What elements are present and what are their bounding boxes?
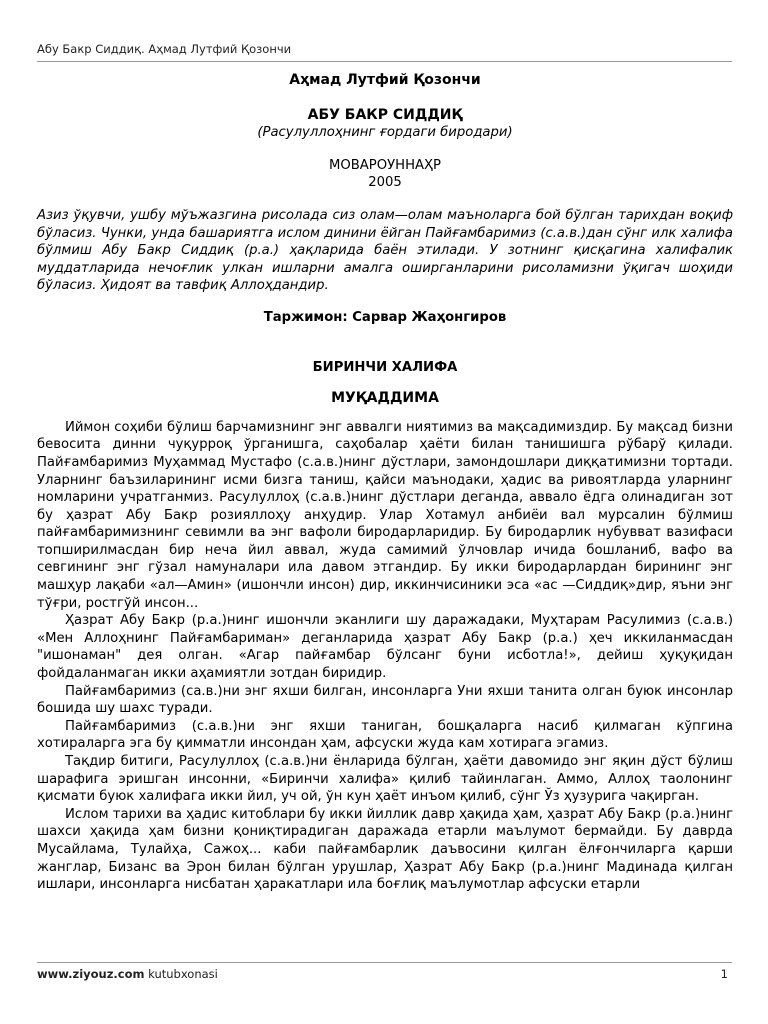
page-number: 1 — [720, 967, 728, 981]
book-title: АБУ БАКР СИДДИҚ — [307, 106, 463, 123]
translator: Таржимон: Сарвар Жаҳонгиров — [263, 309, 507, 325]
footer-label: kutubxonasi — [148, 967, 218, 981]
publication-year: 2005 — [368, 175, 402, 191]
running-title: Абу Бакр Сиддиқ. Аҳмад Лутфий Қозончи — [37, 42, 292, 56]
running-header — [37, 42, 732, 62]
paragraph: Ҳазрат Абу Бакр (р.а.)нинг ишончли эканлиги шу даражадаки, Муҳтарам Расулимиз (с.а.в.) «Мен Аллоҳнинг Пайғамбариман» деганларида ҳазрат Абу Бакр (р.а.) ҳеч иккиланмасдан "ишонаман" дея олган. «Агар пайғамбар бўлсанг буни исботла!», дейиш ҳуқуқидан фойдаланмаган икки аҳамиятли зотдан биридир. — [37, 613, 733, 682]
paragraph: Пайғамбаримиз (с.а.в.)ни энг яхши таниган, бошқаларга насиб қилмаган кўпгина хотираларга эга бу қимматли инсондан ҳам, афсуски жуда кам хотирага эгамиз. — [37, 718, 733, 752]
page-content — [37, 70, 733, 894]
paragraph: Ислом тарихи ва ҳадис китоблари бу икки йиллик давр ҳақида ҳам, ҳазрат Абу Бакр (р.а.)нинг шахси ҳақида ҳам бизни қониқтирадиган даражада етарли маълумот бермайди. Бу даврда Мусайлама, Тулайҳа, Сажоҳ... каби пайғамбарлик даъвосини қилган ёлғончиларга қарши жанглар, Бизанс ва Эрон билан бўлган урушлар, Ҳазрат Абу Бакр (р.а.)нинг Мадинада қилган ишлари, инсонларга нисбатан ҳаракатлари ила боғлиқ маълумотлар афсуски етарли — [37, 806, 733, 893]
site-link[interactable]: www.ziyouz.com — [37, 967, 145, 981]
section-title: БИРИНЧИ ХАЛИФА — [312, 359, 458, 375]
chapter-title: МУҚАДДИМА — [331, 390, 439, 407]
publisher: МОВАРОУННАҲР — [328, 157, 442, 173]
abstract: Азиз ўқувчи, ушбу мўъжазгина рисолада сиз олам—олам маъноларга бой бўлган тарихдан воқиф бўласиз. Чунки, унда башариятга ислом динини ёйган Пайғамбаримиз (с.а.в.)дан сўнг илк халифа бўлмиш Абу Бакр Сиддиқ (р.а.) ҳақларида баён этилади. У зотнинг қисқагина халифалик муддатларида нечоғлик улкан ишларни амалга оширганларини рисоламизни ўқигач шоҳиди бўласиз. Ҳидоят ва тавфиқ Аллоҳдандир. — [37, 207, 733, 294]
author-name: Аҳмад Лутфий Қозончи — [289, 72, 481, 88]
book-subtitle: (Расулуллоҳнинг ғордаги биродари) — [257, 125, 513, 141]
paragraph: Иймон соҳиби бўлиш барчамизнинг энг аввалги ниятимиз ва мақсадимиздир. Бу мақсад бизни бевосита динни чуқурроқ ўрганишга, саҳобалар ҳаёти билан танишишга рўбарў қилади. Пайғамбаримиз Муҳаммад Мустафо (с.а.в.)нинг дўстлари, замондошлари диққатимизни тортади. Уларнинг баъзиларининг исми бизга таниш, қайси маънодаки, ҳадис ва ривоятларда уларнинг номларини учратганмиз. Расулуллоҳ (с.а.в.)нинг дўстлари деганда, аввало ёдга олинадиган зот бу ҳазрат Абу Бакр розияллоҳу анҳудир. Улар Хотамул анбиёи вал мурсалин бўлмиш пайғамбаримизнинг севимли ва энг вафоли биродарларидир. Бу биродарлик нубувват вазифаси топширилмасдан бир неча йил аввал, жуда самимий ўлчовлар ичида бошланиб, вафо ва севгининг энг гўзал намуналари ила давом этгандир. Бу икки биродарлардан бирининг энг машҳур лақаби «ал—Амин» (ишончли инсон) дир, иккинчисиники эса «ас —Сиддиқ»дир, яъни энг тўғри, ростгўй инсон... — [37, 419, 733, 611]
paragraph: Тақдир битиги, Расулуллоҳ (с.а.в.)ни ёнларида бўлган, ҳаёти давомидо энг яқин дўст бўлиш шарафига эришган инсонни, «Биринчи халифа» қилиб тайинлаган. Аммо, Аллоҳ таолонинг қисмати буюк халифага икки йил, уч ой, ўн кун ҳаёт инъом қилиб, сўнг Ўз ҳузурига чақирган. — [37, 754, 733, 805]
paragraph: Пайғамбаримиз (са.в.)ни энг яхши билган, инсонларга Уни яхши танита олган буюк инсонлар бошида шу шахс туради. — [37, 683, 733, 717]
page-footer — [37, 962, 732, 981]
